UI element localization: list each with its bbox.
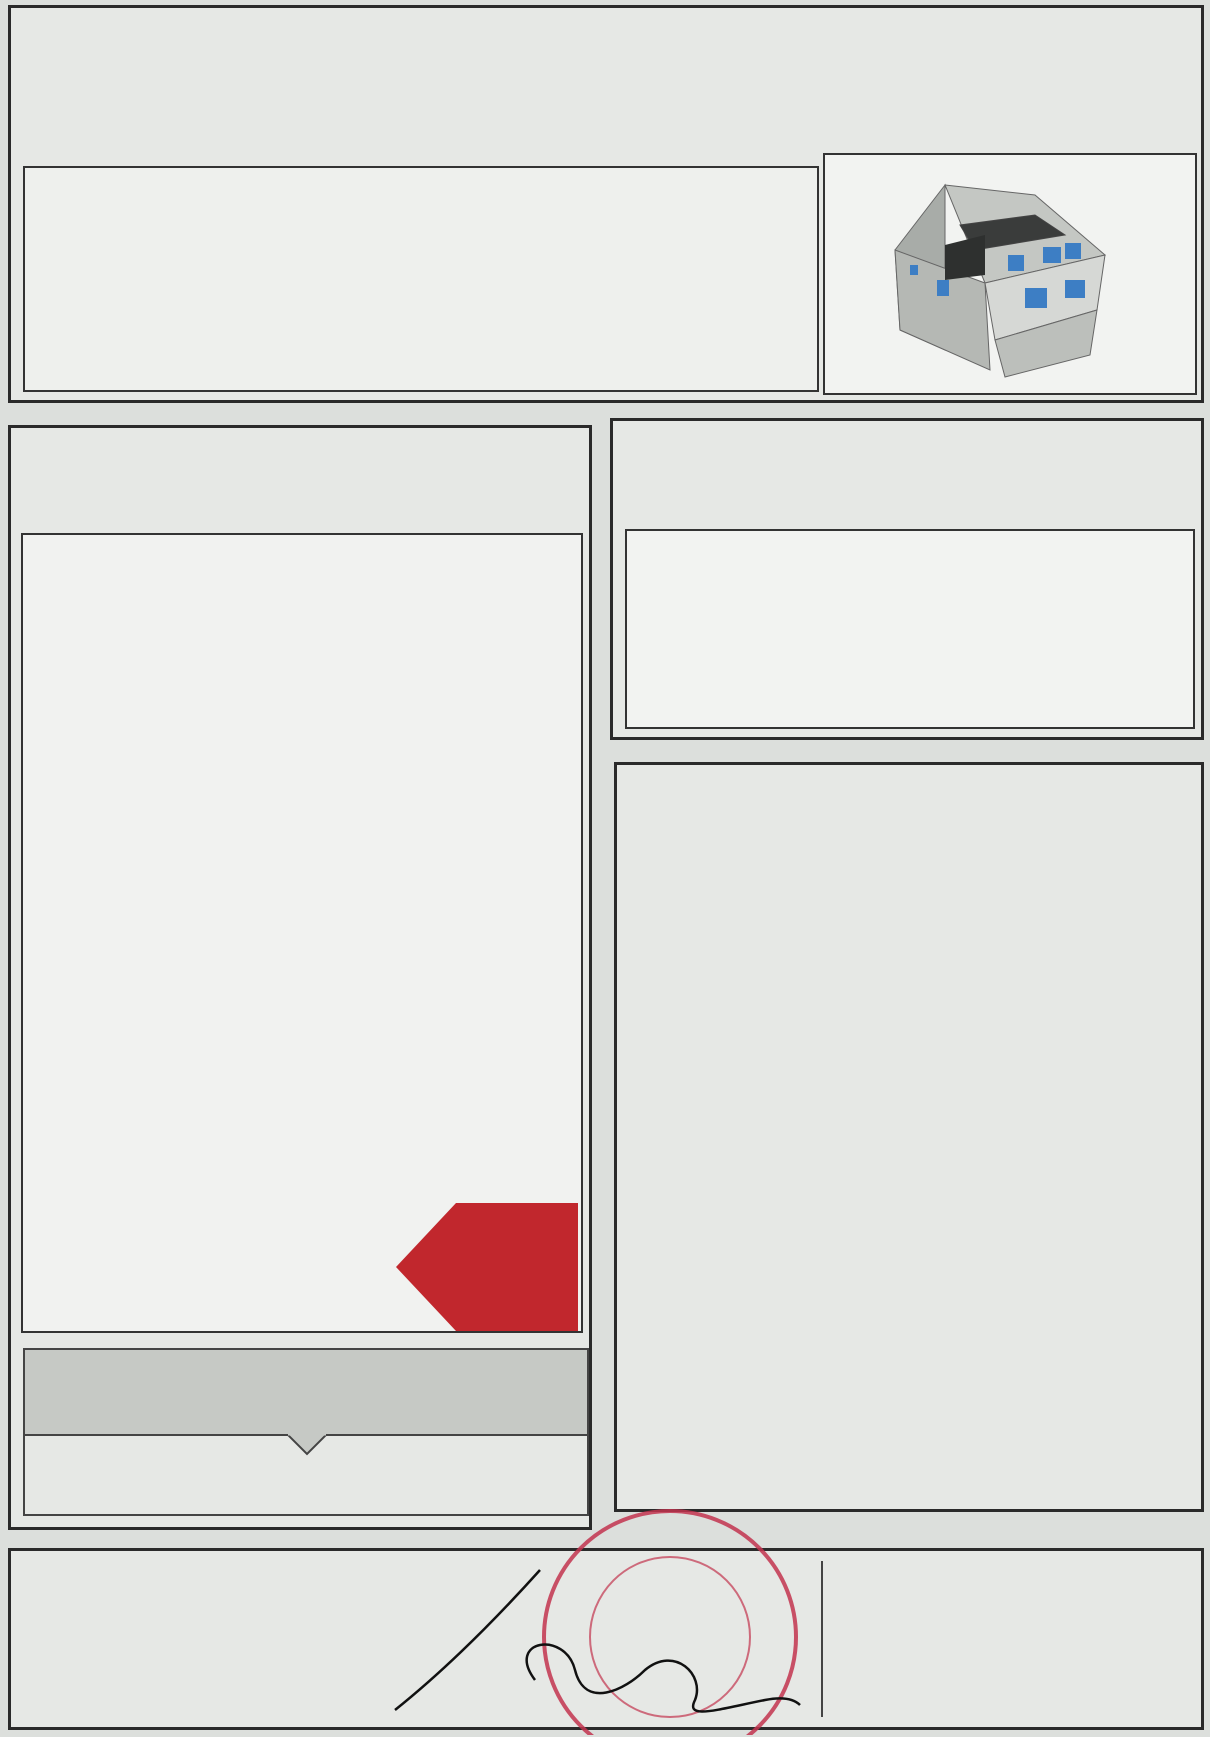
class-scale-panel [21, 533, 583, 1333]
classification-box [8, 425, 592, 1530]
building-image-panel [823, 153, 1197, 395]
building-info-panel [23, 166, 819, 392]
handwritten-signature [385, 1560, 805, 1720]
down-triangle-icon [287, 1434, 327, 1456]
house-illustration [825, 155, 1195, 393]
result-marker-shape [396, 1203, 578, 1331]
energy-split-box [610, 418, 1204, 740]
header-box [8, 5, 1204, 403]
result-marker [396, 1203, 578, 1331]
energy-split-panel [625, 529, 1195, 729]
requirements-panel [23, 1348, 589, 1516]
requirements-header [25, 1350, 587, 1436]
indicators-box [614, 762, 1204, 1512]
footer-divider [821, 1561, 823, 1717]
energy-pie-chart [987, 531, 1187, 731]
